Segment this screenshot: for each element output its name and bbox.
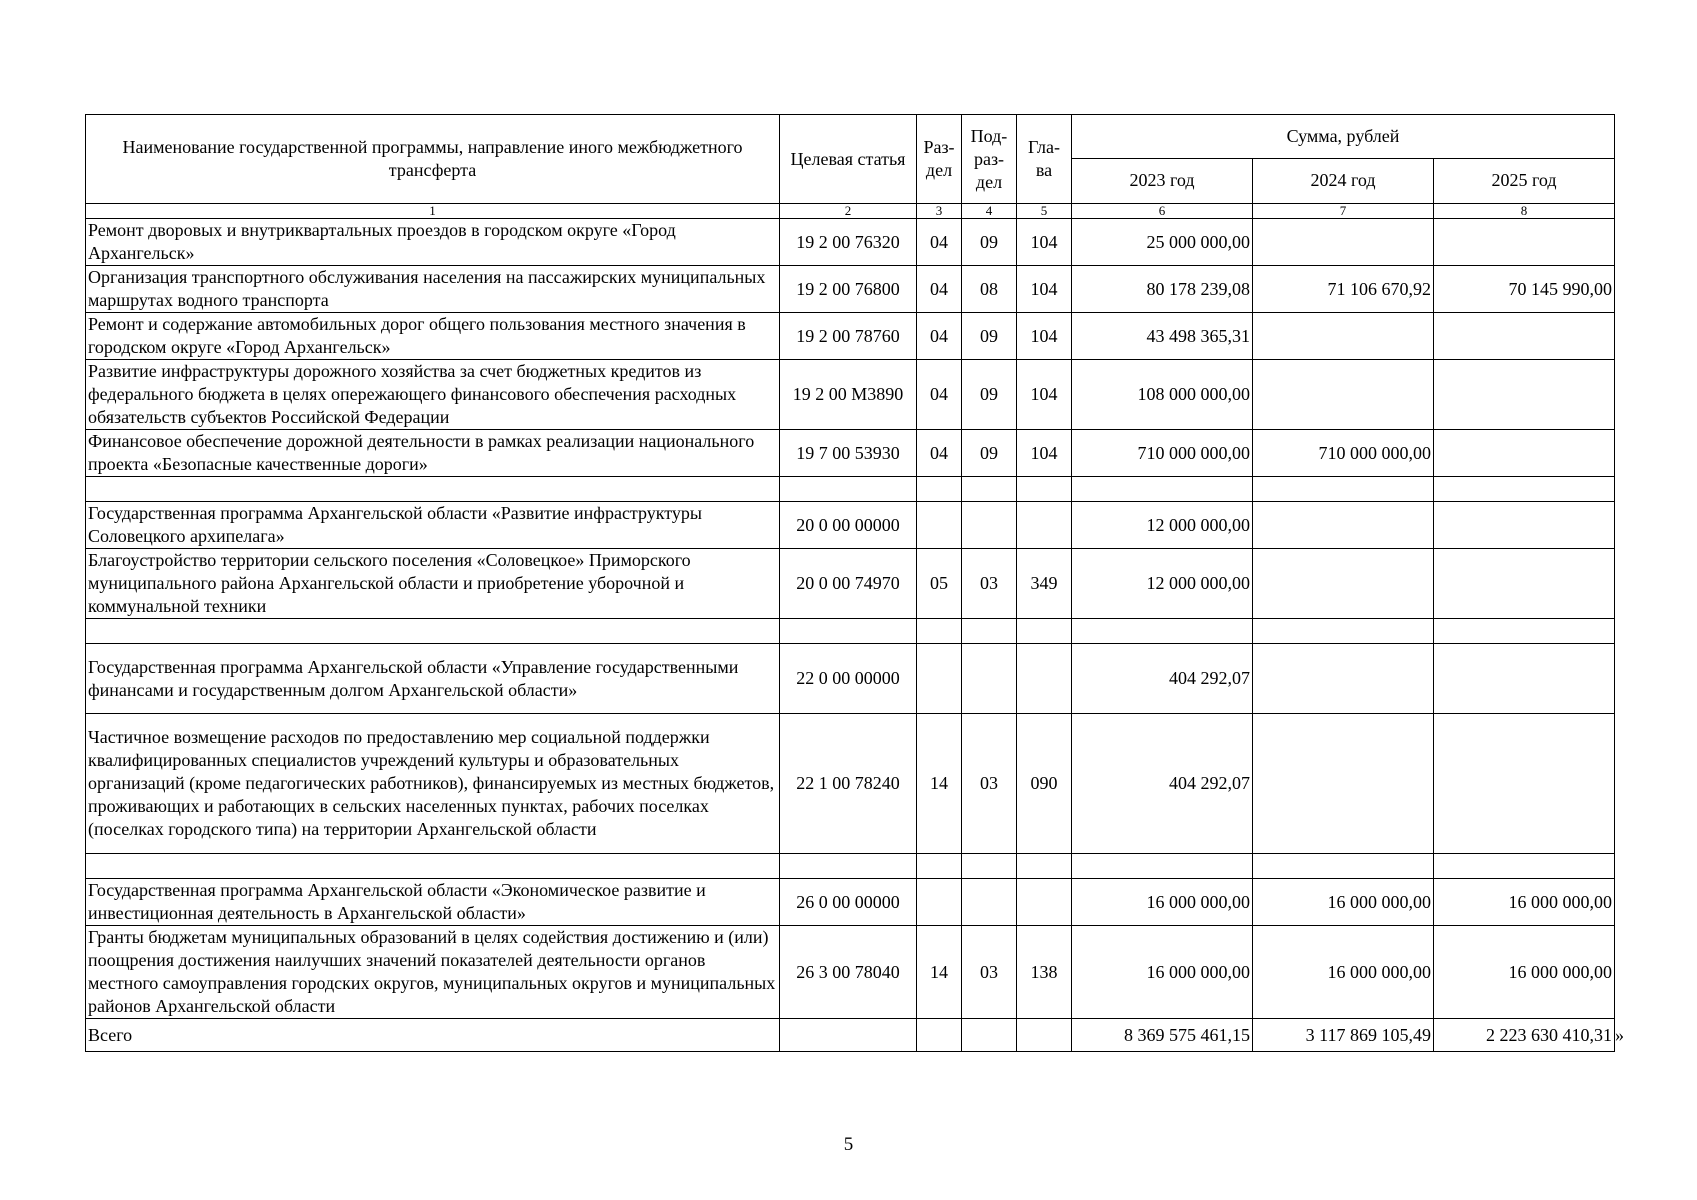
row-target: 19 2 00 76320 bbox=[780, 219, 917, 266]
row-chapter: 138 bbox=[1017, 926, 1072, 1019]
total-2023: 8 369 575 461,15 bbox=[1072, 1019, 1253, 1052]
program-row bbox=[86, 502, 1615, 549]
row-chapter bbox=[1017, 644, 1072, 714]
table-row bbox=[86, 313, 1615, 360]
row-section: 14 bbox=[917, 926, 962, 1019]
program-row bbox=[86, 879, 1615, 926]
table-row bbox=[86, 360, 1615, 430]
row-subsection: 03 bbox=[962, 714, 1017, 854]
row-2024: 710 000 000,00 bbox=[1253, 430, 1434, 477]
row-2025 bbox=[1434, 313, 1615, 360]
row-chapter: 104 bbox=[1017, 219, 1072, 266]
table-row bbox=[86, 926, 1615, 1019]
row-subsection: 08 bbox=[962, 266, 1017, 313]
row-section: 05 bbox=[917, 549, 962, 619]
row-2023: 710 000 000,00 bbox=[1072, 430, 1253, 477]
table-row bbox=[86, 266, 1615, 313]
header-name: Наименование государственной программы, направление иного межбюджетного трансферта bbox=[86, 115, 780, 204]
row-2023: 16 000 000,00 bbox=[1072, 926, 1253, 1019]
row-2025 bbox=[1434, 502, 1615, 549]
program-row bbox=[86, 644, 1615, 714]
row-2023: 43 498 365,31 bbox=[1072, 313, 1253, 360]
row-section bbox=[917, 879, 962, 926]
table-header-row bbox=[86, 115, 1615, 159]
header-year-2025: 2025 год bbox=[1434, 158, 1615, 203]
row-2025 bbox=[1434, 644, 1615, 714]
row-subsection: 09 bbox=[962, 219, 1017, 266]
row-2023: 12 000 000,00 bbox=[1072, 549, 1253, 619]
row-section: 04 bbox=[917, 219, 962, 266]
row-2023: 16 000 000,00 bbox=[1072, 879, 1253, 926]
column-number: 8 bbox=[1434, 204, 1615, 219]
row-subsection: 03 bbox=[962, 549, 1017, 619]
row-name: Гранты бюджетам муниципальных образований в целях содействия достижению и (или) поощрения достижения наилучших значений показателей деятельности органов местного самоуправления городских округов, муниципальных округов и муниципальных районов Архангельской области bbox=[86, 926, 780, 1019]
row-2024: 16 000 000,00 bbox=[1253, 879, 1434, 926]
row-2024 bbox=[1253, 714, 1434, 854]
column-number: 6 bbox=[1072, 204, 1253, 219]
row-subsection bbox=[962, 879, 1017, 926]
column-numbers-row bbox=[86, 204, 1615, 219]
row-subsection: 09 bbox=[962, 313, 1017, 360]
row-subsection: 03 bbox=[962, 926, 1017, 1019]
spacer-row bbox=[86, 477, 1615, 502]
row-2025: 16 000 000,00 bbox=[1434, 879, 1615, 926]
row-section: 04 bbox=[917, 430, 962, 477]
total-2025-cell bbox=[1434, 1019, 1625, 1052]
row-subsection bbox=[962, 644, 1017, 714]
table-row bbox=[86, 430, 1615, 477]
column-number: 4 bbox=[962, 204, 1017, 219]
row-chapter: 104 bbox=[1017, 266, 1072, 313]
row-chapter: 090 bbox=[1017, 714, 1072, 854]
header-year-2024: 2024 год bbox=[1253, 158, 1434, 203]
header-target-article: Целевая статья bbox=[780, 115, 917, 204]
budget-table bbox=[85, 114, 1625, 1052]
row-2024 bbox=[1253, 313, 1434, 360]
column-number: 7 bbox=[1253, 204, 1434, 219]
row-subsection: 09 bbox=[962, 430, 1017, 477]
row-2024 bbox=[1253, 549, 1434, 619]
row-section: 04 bbox=[917, 266, 962, 313]
row-name: Развитие инфраструктуры дорожного хозяйства за счет бюджетных кредитов из федерального бюджета в целях опережающего финансового обеспечения расходных обязательств субъектов Российской Федерации bbox=[86, 360, 780, 430]
row-2023: 25 000 000,00 bbox=[1072, 219, 1253, 266]
row-name: Частичное возмещение расходов по предоставлению мер социальной поддержки квалифицированных специалистов учреждений культуры и образовательных организаций (кроме педагогических работников), финансируемых из местных бюджетов, проживающих и работающих в сельских населенных пунктах, рабочих поселках (поселках городского типа) на территории Архангельской области bbox=[86, 714, 780, 854]
header-year-2023: 2023 год bbox=[1072, 158, 1253, 203]
column-number: 1 bbox=[86, 204, 780, 219]
spacer-row bbox=[86, 854, 1615, 879]
table-row bbox=[86, 219, 1615, 266]
row-2024 bbox=[1253, 360, 1434, 430]
column-number: 5 bbox=[1017, 204, 1072, 219]
row-2023: 404 292,07 bbox=[1072, 714, 1253, 854]
closing-quote: » bbox=[1615, 1024, 1625, 1045]
row-2025 bbox=[1434, 219, 1615, 266]
row-2023: 12 000 000,00 bbox=[1072, 502, 1253, 549]
row-subsection bbox=[962, 502, 1017, 549]
header-section: Раз- дел bbox=[917, 115, 962, 204]
header-sum: Сумма, рублей bbox=[1072, 115, 1615, 159]
row-target: 26 0 00 00000 bbox=[780, 879, 917, 926]
table-row bbox=[86, 714, 1615, 854]
column-number: 3 bbox=[917, 204, 962, 219]
row-section bbox=[917, 644, 962, 714]
row-name: Благоустройство территории сельского поселения «Соловецкое» Приморского муниципального района Архангельской области и приобретение уборочной и коммунальной техники bbox=[86, 549, 780, 619]
page-number: 5 bbox=[843, 1134, 854, 1155]
row-name: Ремонт дворовых и внутриквартальных проездов в городском округе «Город Архангельск» bbox=[86, 219, 780, 266]
row-chapter: 104 bbox=[1017, 430, 1072, 477]
row-name: Ремонт и содержание автомобильных дорог общего пользования местного значения в городском округе «Город Архангельск» bbox=[86, 313, 780, 360]
row-section bbox=[917, 502, 962, 549]
total-label: Всего bbox=[86, 1019, 780, 1052]
row-name: Организация транспортного обслуживания населения на пассажирских муниципальных маршрутах водного транспорта bbox=[86, 266, 780, 313]
row-2024: 16 000 000,00 bbox=[1253, 926, 1434, 1019]
total-2025: 2 223 630 410,31 bbox=[1486, 1024, 1613, 1045]
row-target: 19 2 00 78760 bbox=[780, 313, 917, 360]
row-2025 bbox=[1434, 430, 1615, 477]
row-2025 bbox=[1434, 714, 1615, 854]
row-chapter bbox=[1017, 502, 1072, 549]
row-chapter: 349 bbox=[1017, 549, 1072, 619]
row-2025 bbox=[1434, 360, 1615, 430]
header-chapter: Гла- ва bbox=[1017, 115, 1072, 204]
total-2024: 3 117 869 105,49 bbox=[1253, 1019, 1434, 1052]
row-name: Финансовое обеспечение дорожной деятельности в рамках реализации национального проекта «Безопасные качественные дороги» bbox=[86, 430, 780, 477]
row-target: 19 2 00 76800 bbox=[780, 266, 917, 313]
row-target: 22 0 00 00000 bbox=[780, 644, 917, 714]
row-chapter: 104 bbox=[1017, 360, 1072, 430]
column-number: 2 bbox=[780, 204, 917, 219]
row-2023: 80 178 239,08 bbox=[1072, 266, 1253, 313]
row-target: 22 1 00 78240 bbox=[780, 714, 917, 854]
row-2025 bbox=[1434, 549, 1615, 619]
row-subsection: 09 bbox=[962, 360, 1017, 430]
row-target: 20 0 00 74970 bbox=[780, 549, 917, 619]
row-target: 26 3 00 78040 bbox=[780, 926, 917, 1019]
table-row bbox=[86, 549, 1615, 619]
row-2025: 16 000 000,00 bbox=[1434, 926, 1615, 1019]
row-chapter: 104 bbox=[1017, 313, 1072, 360]
total-row bbox=[86, 1019, 1615, 1052]
row-section: 14 bbox=[917, 714, 962, 854]
row-name: Государственная программа Архангельской области «Экономическое развитие и инвестиционная деятельность в Архангельской области» bbox=[86, 879, 780, 926]
row-2024: 71 106 670,92 bbox=[1253, 266, 1434, 313]
row-target: 20 0 00 00000 bbox=[780, 502, 917, 549]
row-2023: 108 000 000,00 bbox=[1072, 360, 1253, 430]
row-section: 04 bbox=[917, 313, 962, 360]
row-2023: 404 292,07 bbox=[1072, 644, 1253, 714]
row-2024 bbox=[1253, 219, 1434, 266]
spacer-row bbox=[86, 619, 1615, 644]
row-2025: 70 145 990,00 bbox=[1434, 266, 1615, 313]
row-2024 bbox=[1253, 644, 1434, 714]
row-2024 bbox=[1253, 502, 1434, 549]
row-target: 19 2 00 М3890 bbox=[780, 360, 917, 430]
row-name: Государственная программа Архангельской области «Управление государственными финансами и государственным долгом Архангельской области» bbox=[86, 644, 780, 714]
row-chapter bbox=[1017, 879, 1072, 926]
row-section: 04 bbox=[917, 360, 962, 430]
row-name: Государственная программа Архангельской области «Развитие инфраструктуры Соловецкого архипелага» bbox=[86, 502, 780, 549]
row-target: 19 7 00 53930 bbox=[780, 430, 917, 477]
header-subsection: Под- раз- дел bbox=[962, 115, 1017, 204]
